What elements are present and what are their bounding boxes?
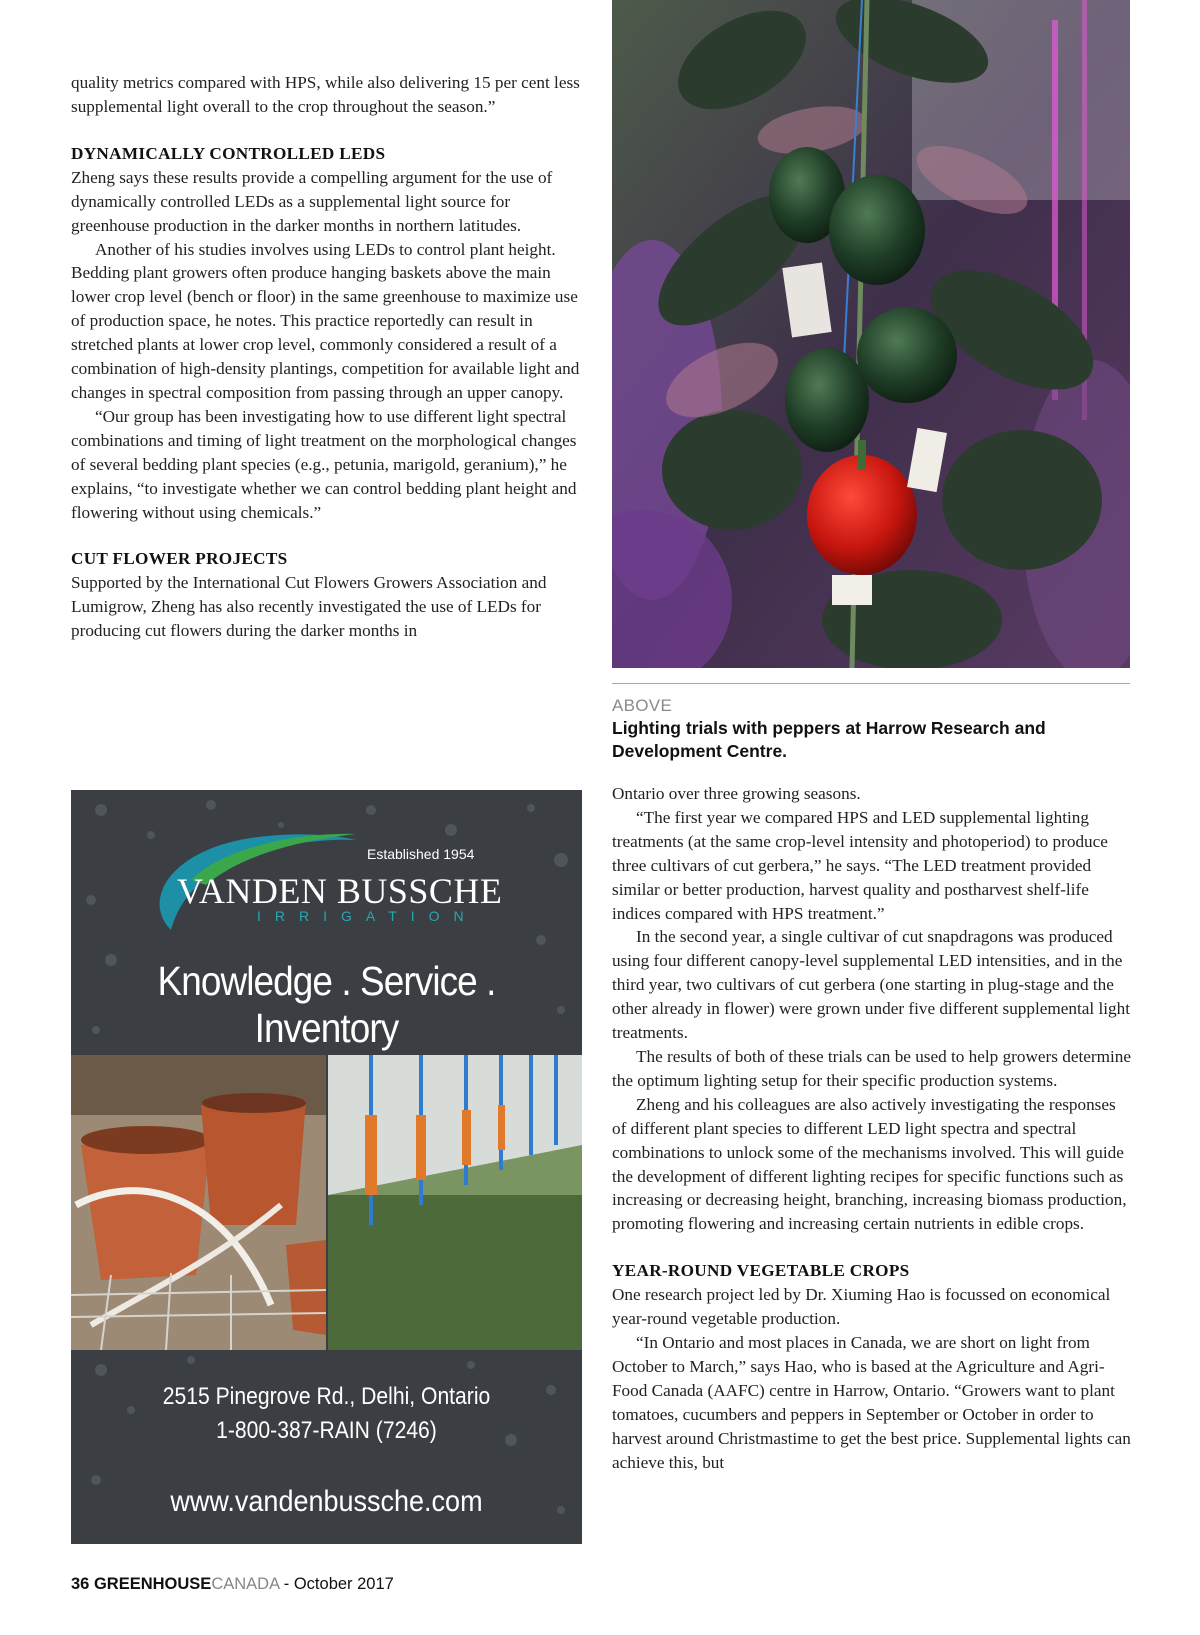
right-article-column	[612, 782, 1132, 1474]
page-footer	[71, 1575, 394, 1594]
ad-website-link[interactable]: www.vandenbussche.com	[170, 1485, 483, 1518]
body-paragraph: Supported by the International Cut Flowers Growers Association and Lumigrow, Zheng has also recently investigated the use of LEDs for producing cut flowers during the darker months in	[71, 573, 547, 641]
body-paragraph: One research project led by Dr. Xiuming Hao is focussed on economical year-round vegetable production.	[612, 1285, 1111, 1329]
brand-name: VANDEN BUSSCHE	[177, 871, 503, 911]
caption-divider	[612, 683, 1130, 684]
ad-contact	[102, 1380, 552, 1448]
established-label: Established 1954	[367, 846, 475, 862]
irrigation-photos	[71, 1055, 582, 1350]
page-number: 36	[71, 1575, 90, 1593]
body-paragraph: “In Ontario and most places in Canada, we are short on light from October to March,” says Hao, who is based at the Agriculture and Agri-Food Canada (AAFC) centre in Harrow, Ontario. “Growers want to plant tomatoes, cucumbers and peppers in September or October in order to harvest around Christmastime to get the best price. Supplemental lights can achieve this, but	[612, 1333, 1131, 1472]
caption-label: ABOVE	[612, 696, 673, 715]
pepper-photo	[612, 0, 1130, 668]
ad-tagline: Knowledge . Service . Inventory	[157, 958, 496, 1051]
left-article-column	[71, 71, 589, 643]
body-paragraph: The results of both of these trials can be used to help growers determine the optimum lighting setup for their specific production systems.	[612, 1046, 1131, 1090]
brand-subtitle: IRRIGATION	[257, 908, 478, 924]
body-paragraph: Zheng and his colleagues are also actively investigating the responses of different plant species to different LED light spectra and spectral combinations to unlock some of the mechanisms involved. This will guide the development of different lighting recipes for specific functions such as increasing or decreasing height, branching, increasing biomass production, promoting flowering and increasing certain nutrients in edible crops.	[612, 1094, 1127, 1234]
body-paragraph: Zheng says these results provide a compelling argument for the use of dynamically controlled LEDs as a supplemental light source for greenhouse production in the darker months in northern latitudes.	[71, 167, 553, 235]
body-paragraph: Ontario over three growing seasons.	[612, 784, 861, 803]
body-paragraph: Another of his studies involves using LEDs to control plant height. Bedding plant growers often produce hanging baskets above the main lower crop level (bench or floor) in the same greenhouse to maximize use of production space, he notes. This practice reportedly can result in stretched plants at lower crop level, commonly considered a result of a combination of high-density plantings, competition for available light and changes in spectral composition from passing through an upper canopy.	[71, 239, 580, 402]
photo-caption	[612, 695, 1130, 763]
issue-date: - October 2017	[283, 1575, 394, 1593]
body-paragraph: “The first year we compared HPS and LED supplemental lighting treatments (at the same crop-level intensity and photoperiod) to produce three cultivars of cut gerbera,” he says. “The LED treatment provided similar or better production, harvest quality and postharvest shelf-life indices compared with HPS treatment.”	[612, 807, 1108, 923]
body-paragraph: “Our group has been investigating how to use different light spectral combinations and timing of light treatment on the morphological changes of several bedding plant species (e.g., petunia, marigold, geranium),” he explains, “to investigate whether we can control bedding plant height and flowering without using chemicals.”	[71, 406, 577, 522]
magazine-name-light: CANADA	[211, 1575, 280, 1593]
body-paragraph: In the second year, a single cultivar of cut snapdragons was produced using four different canopy-level supplemental LED intensities, and in the third year, two cultivars of cut gerbera (one starting in plug-stage and the other already in flower) were grown under five different supplemental light treatments.	[612, 927, 1130, 1043]
magazine-name: GREENHOUSE	[93, 1575, 212, 1593]
section-heading-dynamic-leds: DYNAMICALLY CONTROLLED LEDS	[71, 143, 386, 163]
intro-paragraph: quality metrics compared with HPS, while also delivering 15 per cent less supplemental light overall to the crop throughout the season.”	[71, 73, 580, 116]
section-heading-cut-flower: CUT FLOWER PROJECTS	[71, 549, 288, 569]
ad-address: 2515 Pinegrove Rd., Delhi, Ontario	[162, 1383, 491, 1410]
caption-text: Lighting trials with peppers at Harrow Research and Development Centre.	[612, 718, 1046, 761]
section-heading-vegetable: YEAR-ROUND VEGETABLE CROPS	[612, 1261, 910, 1281]
ad-phone: 1-800-387-RAIN (7246)	[216, 1417, 437, 1444]
vanden-bussche-advertisement[interactable]	[71, 790, 582, 1544]
